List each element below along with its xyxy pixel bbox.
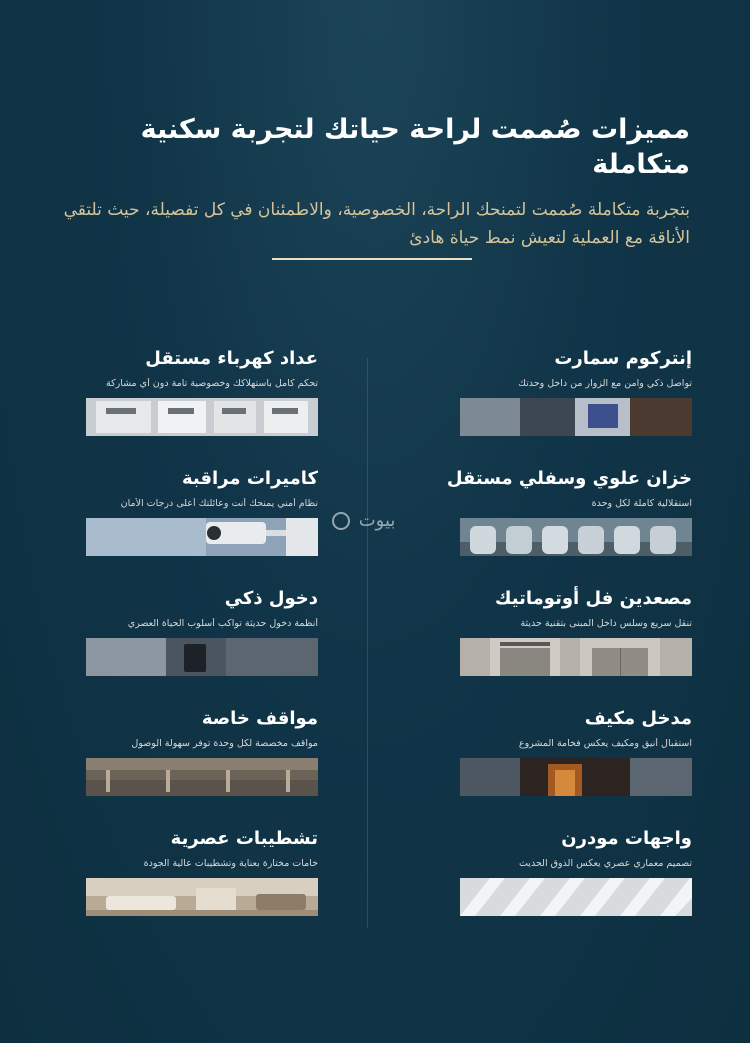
feature-desc: تنقل سريع وسلس داخل المبنى بتقنية حديثة [520,617,692,629]
modern-facade-photo [460,878,692,916]
electricity-meters-photo [86,398,318,436]
feature-desc: خامات مختارة بعناية وتشطيبات عالية الجودة [143,857,318,869]
feature-modern-finishes [86,828,318,916]
security-camera-photo [86,518,318,556]
feature-title: إنتركوم سمارت [554,348,692,369]
page-title: مميزات صُممت لراحة حياتك لتجربة سكنية متكاملة [140,114,690,181]
feature-electricity-meter [86,348,318,436]
feature-desc: أنظمة دخول حديثة تواكب أسلوب الحياة العصري [127,617,318,629]
title-divider [272,258,472,260]
parking-photo [86,758,318,796]
feature-title: مواقف خاصة [201,708,318,729]
smart-entry-photo [86,638,318,676]
feature-title: كاميرات مراقبة [181,468,318,489]
feature-desc: استقبال أنيق ومكيف يعكس فخامة المشروع [518,737,692,749]
feature-desc: تحكم كامل باستهلاكك وخصوصية تامة دون أي مشاركة [105,377,318,389]
feature-smart-intercom [460,348,692,436]
column-divider [367,358,368,928]
feature-smart-entry [86,588,318,676]
feature-desc: نظام أمني يمنحك أنت وعائلتك أعلى درجات الأمان [120,497,318,509]
watermark [332,510,395,531]
feature-desc: استقلالية كاملة لكل وحدة [591,497,692,509]
entrance-photo [460,758,692,796]
interior-finishes-photo [86,878,318,916]
feature-title: مصعدين فل أوتوماتيك [495,588,692,609]
watermark-text: بيوت [358,510,396,531]
feature-private-parking [86,708,318,796]
feature-desc: مواقف مخصصة لكل وحدة توفر سهولة الوصول [131,737,318,749]
watermark-logo-icon [332,512,350,530]
feature-modern-facades [460,828,692,916]
smart-intercom-photo [460,398,692,436]
elevators-photo [460,638,692,676]
feature-desc: تصميم معماري عصري يعكس الذوق الحديث [518,857,692,869]
feature-title: مدخل مكيف [584,708,692,729]
feature-water-tanks [446,468,692,556]
feature-title: خزان علوي وسفلي مستقل [446,468,692,489]
feature-title: تشطيبات عصرية [170,828,318,849]
feature-desc: تواصل ذكي وآمن مع الزوار من داخل وحدتك [518,377,692,389]
feature-air-conditioned-entrance [460,708,692,796]
feature-security-cameras [86,468,318,556]
feature-title: دخول ذكي [224,588,318,609]
feature-title: واجهات مودرن [561,828,692,849]
feature-elevators [460,588,692,676]
water-tanks-photo [460,518,692,556]
header [40,112,690,252]
page-subtitle: بتجربة متكاملة صُممت لتمنحك الراحة، الخصوصية، والاطمئنان في كل تفصيلة، حيث تلتقي الأناقة مع العملية لتعيش نمط حياة هادئ [63,200,690,249]
feature-title: عداد كهرباء مستقل [145,348,318,369]
